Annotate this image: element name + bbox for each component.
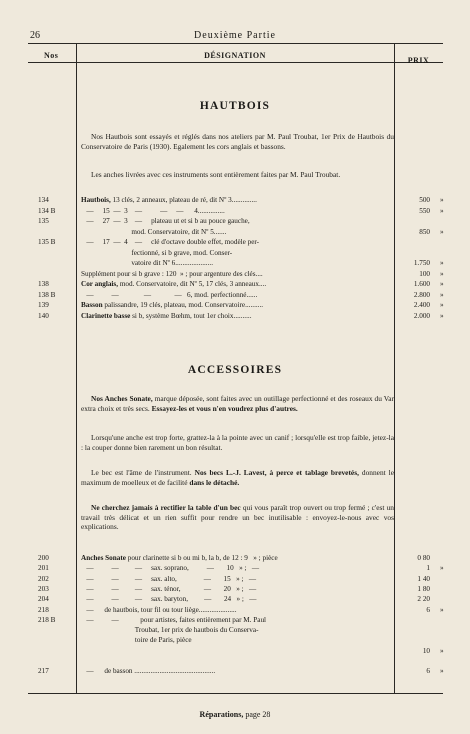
item-description bbox=[81, 574, 393, 584]
item-details: fectionné, si b grave, mod. Conser- bbox=[81, 248, 233, 257]
item-details: pour clarinette si b ou mi b, la b, de 12 : 9 » ; pièce bbox=[125, 554, 278, 562]
item-description bbox=[81, 553, 393, 563]
item-price: 2.000 bbox=[413, 311, 430, 320]
item-description bbox=[81, 206, 393, 216]
item-description bbox=[81, 625, 393, 635]
item-details: — — — — 6, mod. perfectionné...... bbox=[81, 290, 258, 299]
price-row bbox=[0, 594, 470, 604]
section-title-accessoires: ACCESSOIRES bbox=[187, 364, 283, 376]
footer-note: Réparations, page 28 bbox=[199, 710, 271, 719]
item-price-unit: » bbox=[440, 667, 444, 676]
item-number: 200 bbox=[38, 554, 49, 562]
item-description bbox=[81, 227, 393, 237]
item-details: — de basson ............................................. bbox=[81, 667, 216, 676]
item-details: 13 clés, 2 anneaux, plateau de ré, dit Nº 3.............. bbox=[110, 196, 257, 204]
item-number: 204 bbox=[38, 595, 49, 604]
column-header-designation: DÉSIGNATION bbox=[204, 51, 266, 60]
item-description bbox=[81, 269, 393, 279]
price-row bbox=[0, 563, 470, 573]
item-description bbox=[81, 563, 393, 573]
item-description bbox=[81, 615, 393, 625]
price-row bbox=[0, 248, 470, 258]
item-price-unit: » bbox=[440, 196, 444, 204]
item-price-unit: » bbox=[440, 280, 444, 288]
price-row bbox=[0, 635, 470, 645]
item-price-unit: » bbox=[440, 605, 444, 614]
price-row bbox=[0, 311, 470, 321]
item-details: — — — sax. baryton, — 24 » ; — bbox=[81, 595, 257, 604]
item-number: 218 B bbox=[38, 615, 56, 624]
item-details: — — — sax. alto, — 15 » ; — bbox=[81, 574, 257, 583]
item-number: 138 bbox=[38, 280, 49, 288]
item-price-unit: » bbox=[440, 227, 444, 236]
item-price: 10 bbox=[422, 646, 430, 655]
price-row bbox=[0, 269, 470, 279]
item-details: — 27 — 3 — plateau ut et si b au pouce gauche, bbox=[81, 217, 250, 225]
price-row bbox=[0, 656, 470, 666]
item-details: si b, système Bœhm, tout 1er choix.......... bbox=[130, 311, 252, 320]
price-row bbox=[0, 237, 470, 247]
item-details: — 17 — 4 — clé d'octave double effet, modèle per- bbox=[81, 238, 260, 246]
item-description bbox=[81, 666, 393, 676]
item-name: Basson bbox=[81, 301, 103, 309]
price-row bbox=[0, 258, 470, 268]
item-number: 217 bbox=[38, 667, 49, 676]
item-price-unit: » bbox=[440, 646, 444, 655]
item-name: Cor anglais, bbox=[81, 280, 119, 288]
item-price: 2.800 bbox=[413, 290, 430, 299]
section-title-hautbois: HAUTBOIS bbox=[199, 100, 271, 112]
item-price-unit: » bbox=[440, 290, 444, 299]
price-row bbox=[0, 584, 470, 594]
item-price-unit: » bbox=[440, 206, 444, 215]
accessoires-paragraph-2: Lorsqu'une anche est trop forte, grattez-la à la pointe avec un canif ; lorsqu'elle est trop faible, jetez-la : la couper donne bien rarement un bon résultat. bbox=[81, 433, 394, 452]
item-details: — — — sax. soprano, — 10 » ; — bbox=[81, 564, 260, 573]
bottom-rule bbox=[28, 693, 443, 694]
item-details: — 15 — 3 — — — 4............... bbox=[81, 206, 225, 215]
item-details: — — pour artistes, faites entièrement par M. Paul bbox=[81, 615, 267, 624]
item-description bbox=[81, 216, 393, 226]
item-description bbox=[81, 311, 393, 321]
item-details: — de hautbois, tour fil ou tour liège..................... bbox=[81, 605, 237, 614]
item-price: 2 20 bbox=[417, 595, 430, 604]
item-name: Clarinette basse bbox=[81, 311, 131, 320]
price-row bbox=[0, 216, 470, 226]
top-rule bbox=[28, 43, 443, 44]
item-description bbox=[81, 248, 393, 258]
item-details: toire de Paris, pièce bbox=[81, 636, 192, 645]
accessoires-paragraph-3: Le bec est l'âme de l'instrument. Nos becs L.-J. Lavest, à perce et tablage brevetés, donnent le maximum de moelleux et de facilité dans le détaché. bbox=[81, 468, 395, 487]
item-number: 139 bbox=[38, 301, 49, 309]
item-description bbox=[81, 258, 393, 268]
item-name: Hautbois, bbox=[81, 196, 111, 204]
item-details: palissandre, 19 clés, plateau, mod. Conservatoire.......... bbox=[102, 301, 264, 309]
header-rule bbox=[28, 62, 443, 63]
item-price-unit: » bbox=[440, 269, 444, 278]
item-details: Troubat, 1er prix de hautbois du Conserva- bbox=[81, 626, 259, 635]
item-details: vatoire dit Nº 6..................... bbox=[81, 259, 213, 267]
item-details: mod. Conservatoire, dit Nº 5, 17 clés, 3 anneaux.... bbox=[118, 280, 267, 288]
accessoires-paragraph-4: Ne cherchez jamais à rectifier la table d'un bec qui vous paraît trop ouvert ou trop fermé ; c'est un travail très délicat et un rien suffit pour rendre un bec inutilisable : envoyez-le-nous avec vos explications. bbox=[81, 503, 394, 531]
item-price: 500 bbox=[419, 196, 430, 204]
item-description bbox=[81, 237, 393, 247]
price-row bbox=[0, 646, 470, 656]
price-row bbox=[0, 290, 470, 300]
item-price: 850 bbox=[419, 227, 430, 236]
accessoires-paragraph-1: Nos Anches Sonate, marque déposée, sont faites avec un outillage perfectionné et des roseaux du Var extra choix et très secs. Essayez-les et vous n'en voudrez plus d'autres. bbox=[81, 394, 394, 413]
item-price: 0 80 bbox=[417, 554, 430, 562]
price-row bbox=[0, 300, 470, 310]
item-price-unit: » bbox=[440, 311, 444, 320]
item-price-unit: » bbox=[440, 564, 444, 573]
item-description bbox=[81, 195, 393, 205]
item-number: 218 bbox=[38, 605, 49, 614]
item-price: 6 bbox=[426, 605, 430, 614]
item-name: Anches Sonate bbox=[81, 554, 126, 562]
item-description bbox=[81, 300, 393, 310]
item-price: 6 bbox=[426, 667, 430, 676]
item-price: 100 bbox=[419, 269, 430, 278]
item-description bbox=[81, 594, 393, 604]
item-number: 201 bbox=[38, 564, 49, 573]
item-price: 1.600 bbox=[413, 280, 430, 288]
price-row bbox=[0, 227, 470, 237]
price-row bbox=[0, 625, 470, 635]
item-price: 1 bbox=[426, 564, 430, 573]
item-number: 134 B bbox=[38, 206, 56, 215]
item-details: Supplément pour si b grave : 120 » ; pour argenture des clés.... bbox=[81, 269, 263, 278]
price-row bbox=[0, 605, 470, 615]
price-row bbox=[0, 553, 470, 563]
hautbois-intro-2: Les anches livrées avec ces instruments sont entièrement faites par M. Paul Troubat. bbox=[91, 170, 341, 179]
item-details: mod. Conservatoire, dit Nº 5....... bbox=[81, 227, 227, 236]
item-price: 550 bbox=[419, 206, 430, 215]
item-description bbox=[81, 290, 393, 300]
price-row bbox=[0, 279, 470, 289]
item-price-unit: » bbox=[440, 301, 444, 309]
item-description bbox=[81, 584, 393, 594]
item-number: 134 bbox=[38, 196, 49, 204]
column-header-price: PRIX bbox=[407, 56, 430, 65]
item-description bbox=[81, 605, 393, 615]
column-header-number: Nos bbox=[44, 51, 59, 60]
item-number: 140 bbox=[38, 311, 49, 320]
price-row bbox=[0, 574, 470, 584]
item-price: 2.400 bbox=[413, 301, 430, 309]
hautbois-intro-1: Nos Hautbois sont essayés et réglés dans nos ateliers par M. Paul Troubat, 1er Prix de Hautbois du Conservatoire de Paris (1930). Egalement les cors anglais et bassons. bbox=[81, 132, 394, 151]
item-description bbox=[81, 635, 393, 645]
price-row bbox=[0, 615, 470, 625]
page-title: Deuxième Partie bbox=[194, 30, 276, 41]
item-details: — — — sax. ténor, — 20 » ; — bbox=[81, 584, 257, 593]
item-number: 135 bbox=[38, 217, 49, 225]
item-number: 138 B bbox=[38, 290, 56, 299]
item-number: 202 bbox=[38, 574, 49, 583]
price-row bbox=[0, 206, 470, 216]
item-number: 135 B bbox=[38, 238, 56, 246]
item-price-unit: » bbox=[440, 259, 444, 267]
item-price: 1 80 bbox=[417, 584, 430, 593]
item-price: 1 40 bbox=[417, 574, 430, 583]
item-description bbox=[81, 279, 393, 289]
price-row bbox=[0, 666, 470, 676]
item-price: 1.750 bbox=[413, 259, 430, 267]
item-number: 203 bbox=[38, 584, 49, 593]
price-row bbox=[0, 195, 470, 205]
page-number: 26 bbox=[30, 30, 40, 41]
